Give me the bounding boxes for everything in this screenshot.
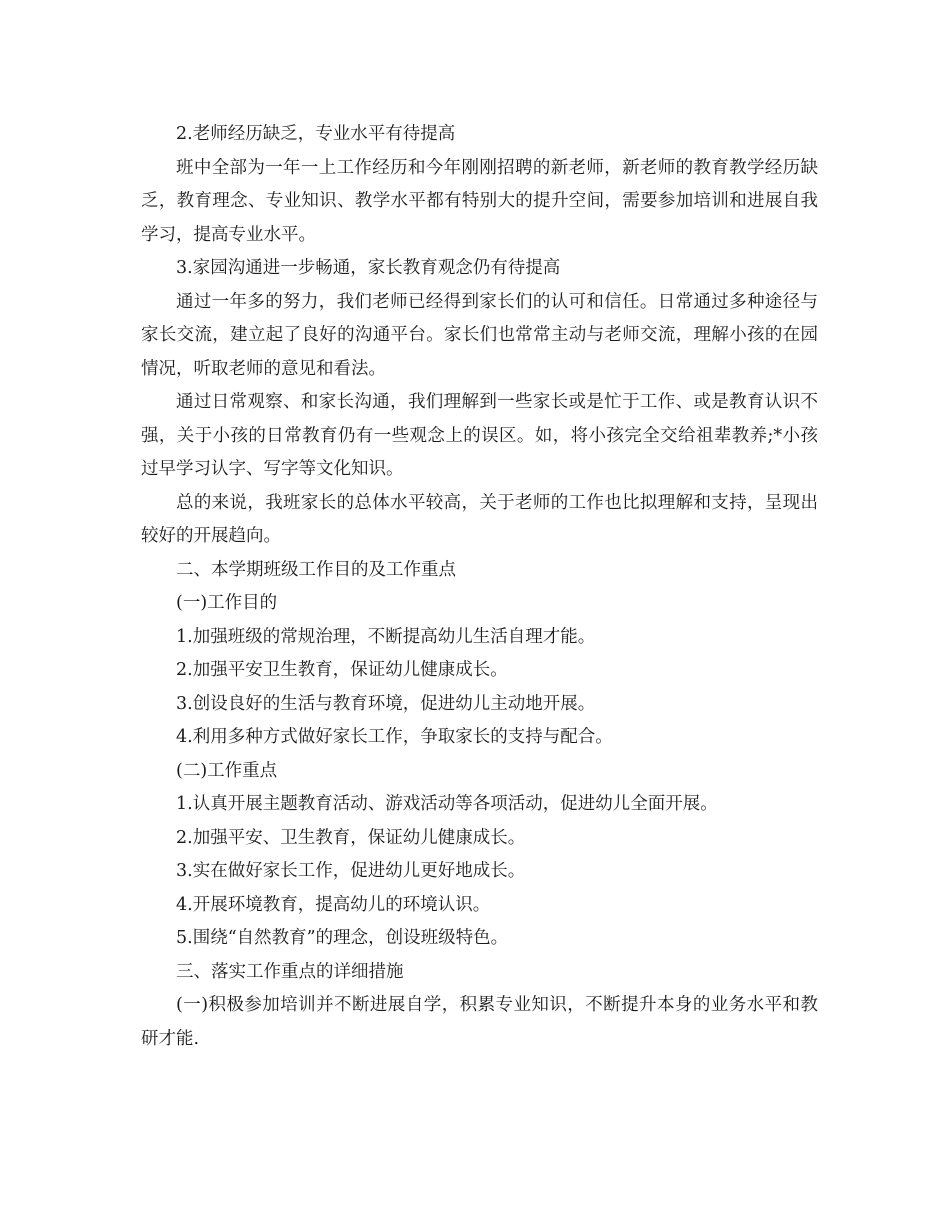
subheading-work-goals: (一)工作目的: [176, 593, 278, 613]
list-item-goal-2: 2.加强平安卫生教育，保证幼儿健康成长。: [176, 660, 508, 680]
list-item-goal-1: 1.加强班级的常规治理，不断提高幼儿生活自理才能。: [176, 626, 596, 647]
paragraph-parent-misconceptions: 通过日常观察、和家长沟通，我们理解到一些家长或是忙于工作、或是教育认识不强，关于小孩的日常教育仍有一些观念上的误区。如，将小孩完全交给祖辈教养;*小孩过早学习认字、写字等文化知识。: [141, 392, 818, 479]
paragraph-parent-trust: 通过一年多的努力，我们老师已经得到家长们的认可和信任。日常通过多种途径与家长交流，建立起了良好的沟通平台。家长们也常常主动与老师交流，理解小孩的在园情况，听取老师的意见和看法。: [141, 291, 818, 379]
section-heading-goals-and-focus: 二、本学期班级工作目的及工作重点: [176, 559, 456, 580]
paragraph-summary: 总的来说，我班家长的总体水平较高，关于老师的工作也比拟理解和支持，呈现出较好的开展趋向。: [141, 492, 818, 546]
list-item-focus-3: 3.实在做好家长工作，促进幼儿更好地成长。: [176, 861, 526, 881]
list-item-focus-2: 2.加强平安、卫生教育，保证幼儿健康成长。: [176, 827, 526, 848]
list-item-focus-1: 1.认真开展主题教育活动、游戏活动等各项活动，促进幼儿全面开展。: [176, 794, 718, 814]
list-item-focus-5: 5.围绕“自然教育”的理念，创设班级特色。: [176, 928, 509, 948]
list-item-focus-4: 4.开展环境教育，提高幼儿的环境认识。: [176, 894, 491, 915]
paragraph-measure-1: (一)积极参加培训并不断进展自学，积累专业知识，不断提升本身的业务水平和教研才能.: [141, 995, 818, 1049]
list-item-goal-3: 3.创设良好的生活与教育环境，促进幼儿主动地开展。: [176, 693, 596, 714]
section-heading-measures: 三、落实工作重点的详细措施: [176, 961, 404, 982]
paragraph-teacher-experience: 班中全部为一年一上工作经历和今年刚刚招聘的新老师，新老师的教育教学经历缺乏，教育理念、专业知识、教学水平都有特别大的提升空间，需要参加培训和进展自我学习，提高专业水平。: [141, 157, 818, 245]
list-item-goal-4: 4.利用多种方式做好家长工作，争取家长的支持与配合。: [176, 727, 613, 747]
heading-home-school-communication: 3.家园沟通进一步畅通，家长教育观念仍有待提高: [176, 258, 561, 278]
heading-teacher-experience: 2.老师经历缺乏，专业水平有待提高: [176, 124, 456, 144]
subheading-work-focus: (二)工作重点: [176, 760, 278, 781]
